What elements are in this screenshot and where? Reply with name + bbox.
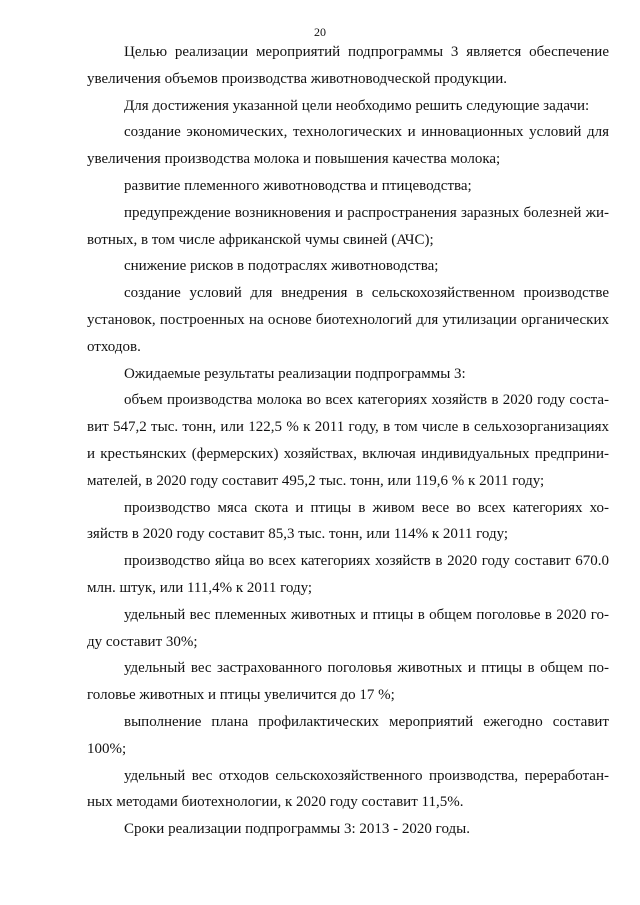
paragraph — [87, 200, 609, 254]
text-line: предупреждение возникновения и распространения заразных болезней жи- — [124, 204, 609, 221]
paragraph — [87, 387, 609, 494]
page-number: 20 — [314, 25, 326, 39]
text-line: ду составит 30%; — [87, 633, 198, 650]
text-line: объем производства молока во всех категориях хозяйств в 2020 году соста- — [124, 392, 609, 409]
text-line: удельный вес племенных животных и птицы в общем поголовье в 2020 го- — [124, 606, 609, 623]
text-line: мателей, в 2020 году составит 495,2 тыс. тонн, или 119,6 % к 2011 году; — [87, 472, 545, 489]
text-line: создание условий для внедрения в сельскохозяйственном производстве — [124, 285, 609, 302]
paragraph — [87, 602, 609, 656]
text-line: развитие племенного животноводства и птицеводства; — [124, 177, 472, 194]
text-line: выполнение плана профилактических мероприятий ежегодно составит — [124, 713, 609, 730]
paragraph — [87, 280, 609, 360]
paragraph — [87, 93, 609, 120]
text-line: вит 547,2 тыс. тонн, или 122,5 % к 2011 году, в том числе в сельхозорганизациях — [87, 419, 609, 436]
text-line: создание экономических, технологических и инновационных условий для — [124, 124, 609, 141]
text-line: увеличения производства молока и повышения качества молока; — [87, 151, 501, 168]
paragraph — [87, 816, 609, 843]
paragraph — [87, 39, 609, 93]
text-line: Для достижения указанной цели необходимо решить следующие задачи: — [124, 97, 590, 114]
text-line: установок, построенных на основе биотехнологий для утилизации органических — [87, 311, 609, 328]
paragraph — [87, 548, 609, 602]
text-line: ных методами биотехнологии, к 2020 году составит 11,5%. — [87, 794, 464, 811]
text-line: снижение рисков в подотраслях животноводства; — [124, 258, 439, 275]
paragraph — [87, 655, 609, 709]
paragraph — [87, 119, 609, 173]
text-line: Сроки реализации подпрограммы 3: 2013 - 2020 годы. — [124, 821, 470, 838]
text-line: производство мяса скота и птицы в живом весе во всех категориях хо- — [124, 499, 609, 516]
text-line: производство яйца во всех категориях хозяйств в 2020 году составит 670.0 — [124, 553, 609, 570]
text-line: и крестьянских (фермерских) хозяйствах, включая индивидуальных предприни- — [87, 445, 609, 462]
paragraph — [87, 495, 609, 549]
text-line: увеличения объемов производства животноводческой продукции. — [87, 70, 508, 87]
text-line: удельный вес отходов сельскохозяйственного производства, переработан- — [124, 767, 609, 784]
paragraph — [87, 709, 609, 763]
text-line: головье животных и птицы увеличится до 17 %; — [87, 687, 395, 704]
text-line: млн. штук, или 111,4% к 2011 году; — [87, 579, 313, 596]
text-line: 100%; — [87, 740, 127, 757]
body-text — [87, 39, 609, 843]
paragraph — [87, 361, 609, 388]
text-line: удельный вес застрахованного поголовья животных и птицы в общем по- — [124, 660, 609, 677]
paragraph — [87, 763, 609, 817]
text-line: Ожидаемые результаты реализации подпрограммы 3: — [124, 365, 466, 382]
text-line: вотных, в том числе африканской чумы свиней (АЧС); — [87, 231, 434, 248]
paragraph — [87, 173, 609, 200]
text-line: отходов. — [87, 338, 141, 355]
text-line: Целью реализации мероприятий подпрограммы 3 является обеспечение — [124, 44, 609, 60]
paragraph — [87, 253, 609, 280]
text-line: зяйств в 2020 году составит 85,3 тыс. тонн, или 114% к 2011 году; — [87, 526, 509, 543]
